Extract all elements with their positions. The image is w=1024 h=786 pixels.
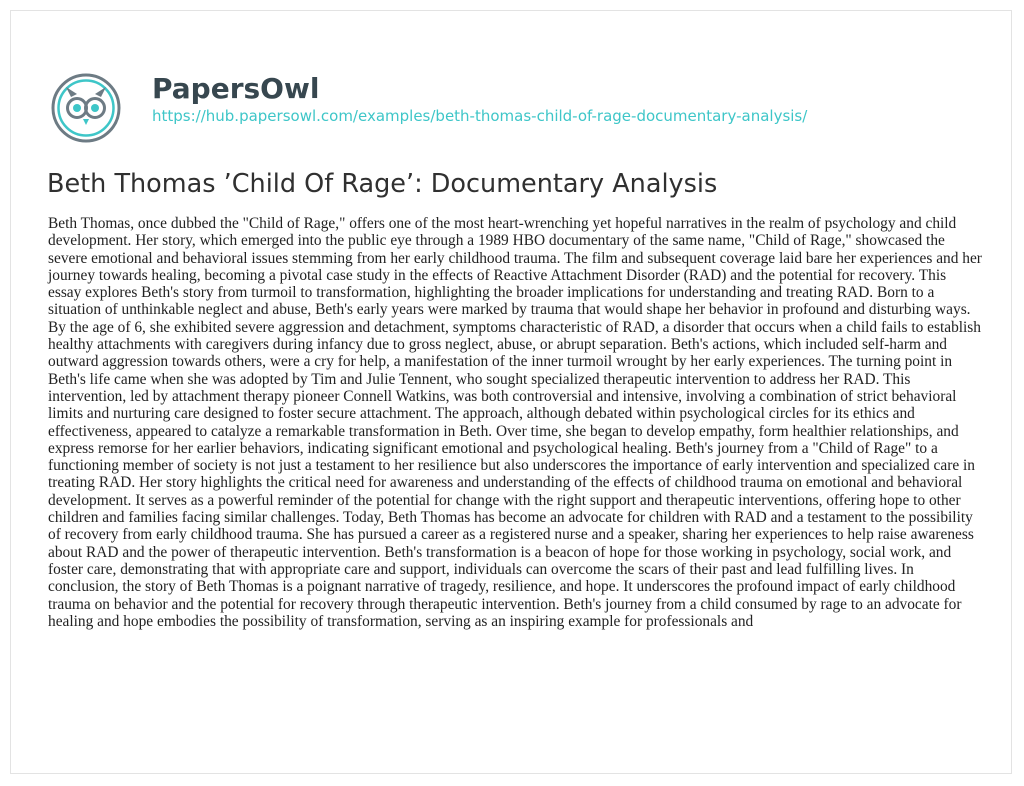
page-title: Beth Thomas ’Child Of Rage’: Documentary Analysis xyxy=(47,169,718,199)
source-url[interactable]: https://hub.papersowl.com/examples/beth-thomas-child-of-rage-documentary-analysis/ xyxy=(152,107,808,125)
brand-name[interactable]: PapersOwl xyxy=(152,72,320,105)
essay-body: Beth Thomas, once dubbed the "Child of Rage," offers one of the most heart-wrenching yet hopeful narratives in the realm of psychology and child development. Her story, which emerged into the public eye through a 1989 HBO documentary of the same name, "Child of Rage," showcased the severe emotional and behavioral issues stemming from her early childhood trauma. The film and subsequent coverage laid bare her experiences and her journey towards healing, becoming a pivotal case study in the effects of Reactive Attachment Disorder (RAD) and the potential for recovery. This essay explores Beth's story from turmoil to transformation, highlighting the broader implications for understanding and treating RAD. Born to a situation of unthinkable neglect and abuse, Beth's early years were marked by trauma that would shape her behavior in profound and disturbing ways. By the age of 6, she exhibited severe aggression and detachment, symptoms characteristic of RAD, a disorder that occurs when a child fails to establish healthy attachments with caregivers during infancy due to gross neglect, abuse, or abrupt separation. Beth's actions, which included self-harm and outward aggression towards others, were a cry for help, a manifestation of the inner turmoil wrought by her early experiences. The turning point in Beth's life came when she was adopted by Tim and Julie Tennent, who sought specialized therapeutic intervention to address her RAD. This intervention, led by attachment therapy pioneer Connell Watkins, was both controversial and intensive, involving a combination of strict behavioral limits and nurturing care designed to foster secure attachment. The approach, although debated within psychological circles for its ethics and effectiveness, appeared to catalyze a remarkable transformation in Beth. Over time, she began to develop empathy, form healthier relationships, and express remorse for her earlier behaviors, indicating significant emotional and psychological healing. Beth's journey from a "Child of Rage" to a functioning member of society is not just a testament to her resilience but also underscores the importance of early intervention and specialized care in treating RAD. Her story highlights the critical need for awareness and understanding of the effects of childhood trauma on emotional and behavioral development. It serves as a powerful reminder of the potential for change with the right support and therapeutic interventions, offering hope to other children and families facing similar challenges. Today, Beth Thomas has become an advocate for children with RAD and a testament to the possibility of recovery from early childhood trauma. She has pursued a career as a registered nurse and a speaker, sharing her experiences to help raise awareness about RAD and the power of therapeutic intervention. Beth's transformation is a beacon of hope for those working in psychology, social work, and foster care, demonstrating that with appropriate care and support, individuals can overcome the scars of their past and lead fulfilling lives. In conclusion, the story of Beth Thomas is a poignant narrative of tragedy, resilience, and hope. It underscores the profound impact of early childhood trauma on behavior and the potential for recovery through therapeutic intervention. Beth's journey from a child consumed by rage to an advocate for healing and hope embodies the possibility of transformation, serving as an inspiring example for professionals and xyxy=(48,215,982,630)
owl-logo-icon[interactable] xyxy=(50,72,122,144)
